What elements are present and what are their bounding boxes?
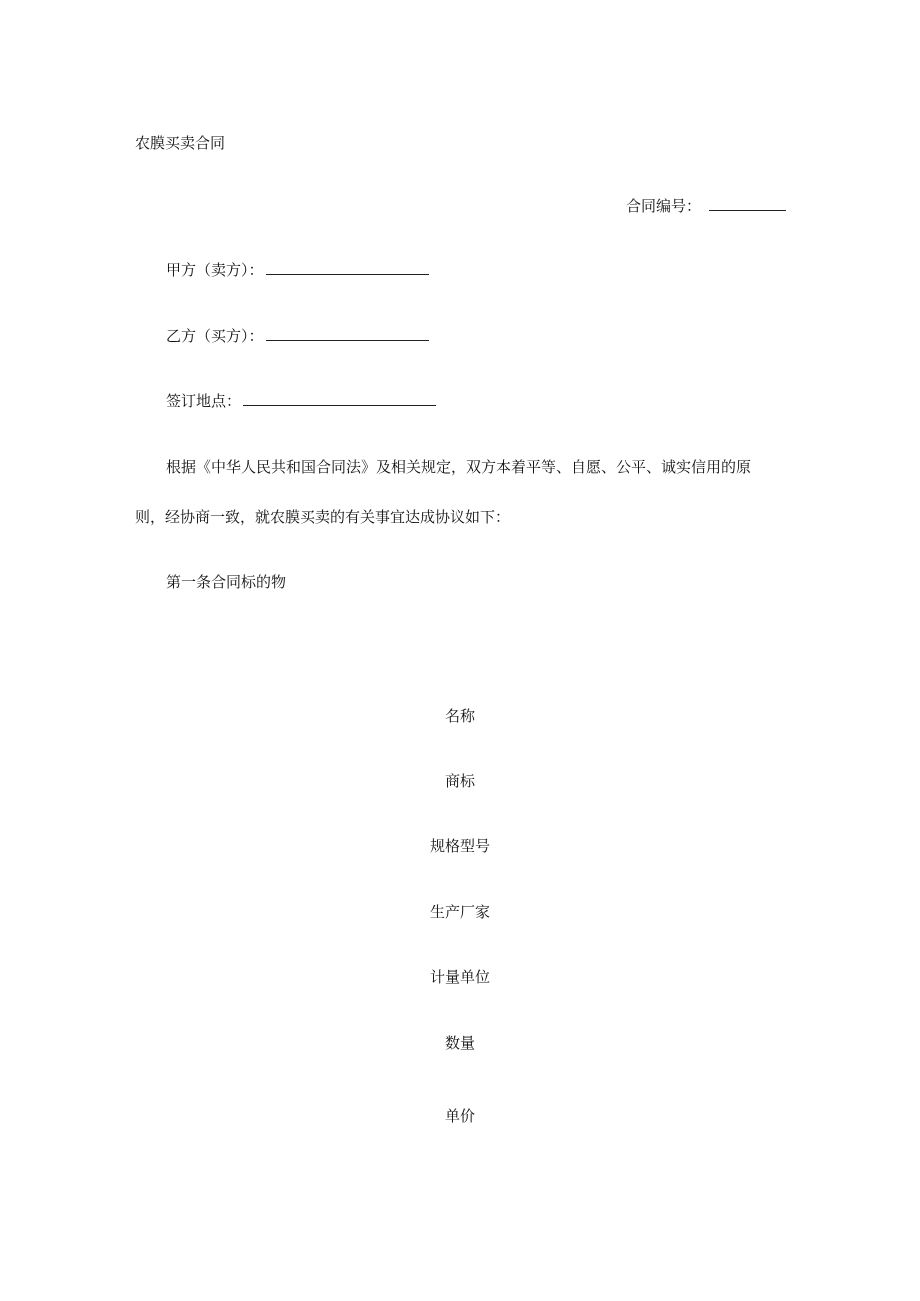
contract-number-line [626,196,786,216]
sign-place-label: 签订地点： [166,392,242,410]
intro-paragraph-line1: 根据《中华人民共和国合同法》及相关规定，双方本着平等、自愿、公平、诚实信用的原 [166,458,752,476]
table-header-spec-model: 规格型号 [429,837,490,855]
party-b-line [166,326,429,346]
document-title: 农膜买卖合同 [135,134,226,152]
intro-paragraph-line2: 则，经协商一致，就农膜买卖的有关事宜达成协议如下： [135,508,511,526]
table-header-trademark: 商标 [444,772,475,790]
table-header-quantity: 数量 [444,1034,475,1052]
party-a-blank[interactable] [266,260,429,275]
table-header-unit-price: 单价 [444,1107,475,1125]
sign-place-line [166,391,436,411]
table-header-unit: 计量单位 [429,968,490,986]
table-header-manufacturer: 生产厂家 [429,903,490,921]
table-header-name: 名称 [444,707,475,725]
party-a-line [166,260,429,280]
contract-number-blank[interactable] [709,196,786,211]
sign-place-blank[interactable] [243,391,436,406]
article1-heading: 第一条合同标的物 [166,573,287,591]
contract-number-label: 合同编号： [626,197,702,215]
party-a-label: 甲方（卖方）： [166,261,264,279]
party-b-label: 乙方（买方）： [166,327,264,345]
party-b-blank[interactable] [266,326,429,341]
